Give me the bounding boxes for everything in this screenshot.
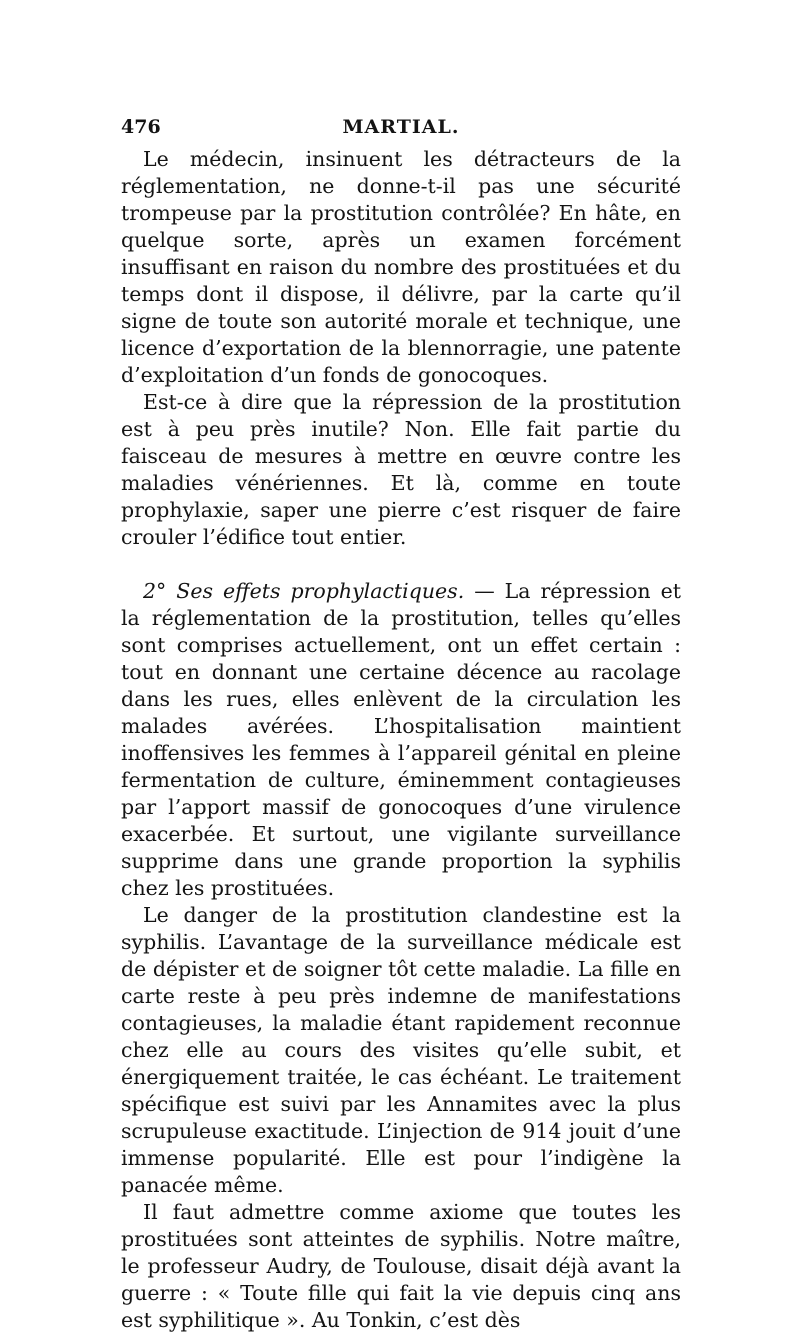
running-title: MARTIAL. <box>342 116 460 138</box>
paragraph-2: Est-ce à dire que la répression de la prostitution est à peu près inutile? Non. Elle fait partie du faisceau de mesures à mettre en œuvre contre les maladies vénériennes. Et là, comme en toute prophylaxie, saper une pierre c’est risquer de faire crouler l’édifice tout entier. <box>121 390 681 549</box>
paragraph-1: Le médecin, insinuent les détracteurs de la réglementation, ne donne-t-il pas une sécurité trompeuse par la prostitution contrôlée? En hâte, en quelque sorte, après un examen forcément insuffisant en raison du nombre des prostituées et du temps dont il dispose, il délivre, par la carte qu’il signe de toute son autorité morale et technique, une licence d’exportation de la blennorragie, une patente d’exploitation d’un fonds de gonocoques. <box>121 147 681 387</box>
page-number: 476 <box>121 116 161 138</box>
paragraph-3 <box>121 578 681 902</box>
paragraph-3-text: — La répression et la réglementation de la prostitution, telles qu’elles sont comprises actuellement, ont un effet certain : tout en donnant une certaine décence au racolage dans les rues, elles enlèvent de la circulation les malades avérées. L’hospitalisation maintient inoffensives les femmes à l’appareil génital en pleine fermentation de culture, éminemment contagieuses par l’apport massif de gonocoques d’une virulence exacerbée. Et surtout, une vigilante surveillance supprime dans une grande proportion la syphilis chez les prostituées. <box>121 579 681 900</box>
section-title: Ses effets prophylactiques. <box>176 579 465 603</box>
body-text <box>121 146 681 1334</box>
page-header <box>121 116 681 144</box>
paragraph-5: Il faut admettre comme axiome que toutes les prostituées sont atteintes de syphilis. Notre maître, le professeur Audry, de Toulouse, disait déjà avant la guerre : « Toute fille qui fait la vie depuis cinq ans est syphilitique ». Au Tonkin, c’est dès <box>121 1200 681 1332</box>
paragraph-4: Le danger de la prostitution clandestine est la syphilis. L’avantage de la surveillance médicale est de dépister et de soigner tôt cette maladie. La fille en carte reste à peu près indemne de manifestations contagieuses, la maladie étant rapidement reconnue chez elle au cours des visites qu’elle subit, et énergiquement traitée, le cas échéant. Le traitement spécifique est suivi par les Annamites avec la plus scrupuleuse exactitude. L’injection de 914 jouit d’une immense popularité. Elle est pour l’indigène la panacée même. <box>121 903 681 1197</box>
section-number: 2° <box>143 579 167 603</box>
